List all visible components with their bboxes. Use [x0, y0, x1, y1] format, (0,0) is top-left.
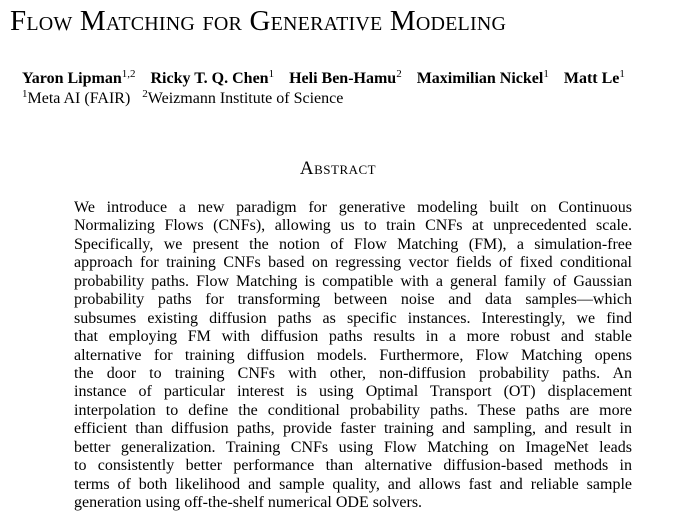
author-affiliation-mark: 1 — [619, 68, 625, 80]
abstract-line: to consistently better performance than alternative diffusion-based methods in — [74, 457, 632, 475]
abstract-heading: Abstract — [299, 158, 377, 179]
paper-title: Flow Matching for Generative Modeling — [10, 5, 507, 37]
abstract-line: efficient than diffusion paths, provide faster training and sampling, and result in — [74, 420, 632, 438]
affiliation — [142, 89, 343, 109]
abstract-line: Specifically, we present the notion of Flow Matching (FM), a simulation-free — [74, 235, 632, 253]
abstract-line: that employing FM with diffusion paths results in a more robust and stable — [74, 328, 632, 346]
author — [289, 69, 402, 89]
abstract-body — [74, 199, 632, 512]
author-affiliation-mark: 1 — [543, 68, 549, 80]
abstract-line: terms of both likelihood and sample quality, and allows fast and reliable sample — [74, 475, 632, 493]
abstract-line: subsumes existing diffusion paths as specific instances. Interestingly, we find — [74, 309, 632, 327]
abstract-line: generation using off-the-shelf numerical ODE solvers. — [74, 494, 423, 511]
affiliation-list — [22, 89, 351, 109]
affiliation-name: Meta AI (FAIR) — [27, 90, 131, 107]
author-name: Ricky T. Q. Chen — [150, 70, 269, 87]
author-name: Yaron Lipman — [22, 70, 122, 87]
abstract-line: the door to training CNFs with other, non-diffusion probability paths. An — [74, 364, 632, 382]
affiliation — [22, 89, 130, 109]
author-name: Matt Le — [563, 70, 620, 87]
abstract-line: interpolation to define the conditional probability paths. These paths are more — [74, 401, 632, 419]
affiliation-mark: 1 — [22, 88, 28, 100]
author — [22, 69, 135, 89]
affiliation-name: Weizmann Institute of Science — [147, 90, 344, 107]
author-list — [22, 69, 625, 89]
abstract-line: probability paths for transforming between noise and data samples—which — [74, 291, 632, 309]
abstract-line: approach for training CNFs based on regressing vector fields of fixed conditional — [74, 254, 632, 272]
author — [564, 69, 625, 89]
author-affiliation-mark: 1,2 — [121, 68, 136, 80]
abstract-line: better generalization. Training CNFs using Flow Matching on ImageNet leads — [74, 438, 632, 456]
abstract-line: probability paths. Flow Matching is compatible with a general family of Gaussian — [74, 272, 632, 290]
author-affiliation-mark: 1 — [268, 68, 275, 80]
author-name: Heli Ben-Hamu — [289, 70, 397, 87]
author-name: Maximilian Nickel — [416, 70, 544, 87]
affiliation-mark: 2 — [142, 88, 148, 100]
abstract-line: We introduce a new paradigm for generative modeling built on Continuous — [74, 199, 632, 216]
author-affiliation-mark: 2 — [396, 68, 402, 80]
abstract-line: Normalizing Flows (CNFs), allowing us to train CNFs at unprecedented scale. — [74, 217, 632, 235]
author — [150, 69, 274, 89]
author — [417, 69, 549, 89]
abstract-line: instance of particular interest is using Optimal Transport (OT) displacement — [74, 383, 632, 401]
abstract-line: alternative for training diffusion models. Furthermore, Flow Matching opens — [74, 346, 632, 364]
